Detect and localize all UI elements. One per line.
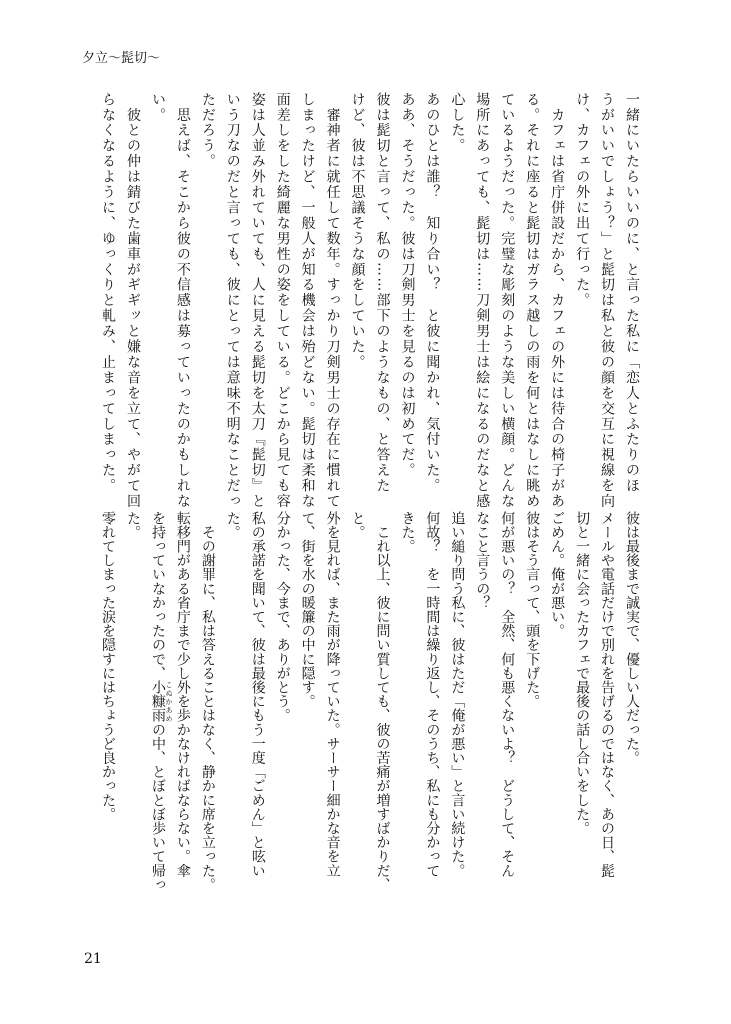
text-column: 彼は髭切と言って、私の……部下のようなもの、と答えた: [374, 92, 391, 494]
text-column: 審神者に就任して数年。すっかり刀剣男士の存在に慣れて: [324, 92, 341, 510]
text-column: た。: [224, 511, 241, 540]
text-column: 何故？ を一時間は繰り返し、そのうち、私にも分かって: [424, 511, 441, 878]
text-column: 彼との仲は錆びた歯車がギギッと嫌な音を立て、やがて回: [125, 92, 141, 510]
text-column: カフェは省庁併設だから、カフェの外には待合の椅子があ: [549, 92, 566, 510]
text-column: て、街を水の暖簾の中に隠す。: [299, 511, 316, 709]
text-column: 追い縋り問う私に、彼はただ「俺が悪い」と言い続けた。: [449, 511, 466, 878]
text-column: [150, 511, 173, 892]
text-column: あのひとは誰？ 知り合い？ と彼に聞かれ、気付いた。: [424, 92, 441, 494]
text-column: 彼はそう言って、頭を下げた。: [524, 511, 541, 709]
text-column: た。: [125, 511, 141, 540]
ruby-word: [149, 680, 173, 723]
text-column: ああ、そうだった。彼は刀剣男士を見るのは初めてだ。: [399, 92, 416, 479]
text-column: 心した。: [449, 92, 466, 154]
text-segment: を持っていなかったので、: [149, 511, 166, 681]
text-column: 彼は最後まで誠実で、優しい人だった。: [624, 511, 640, 765]
text-column: 転移門がある省庁まで少し外を歩かなければならない。傘: [174, 511, 191, 878]
text-column: 姿は人並み外れていても、人に見える髭切を太刀『髭切』と: [249, 92, 266, 510]
text-column: と。: [349, 511, 366, 540]
text-column: い。: [149, 92, 166, 123]
text-column: 場所にあっても、髭切は……刀剣男士は絵になるのだなと感: [474, 92, 491, 510]
text-column: 私の承諾を聞いて、彼は最後にもう一度「ごめん」と呟い: [249, 511, 266, 878]
text-column: る。それに座ると髭切はガラス越しの雨を何とはなしに眺め: [524, 92, 541, 510]
text-column: 一緒にいたらいいのに、と言った私に「恋人とふたりのほ: [624, 92, 640, 494]
running-header: 夕立～髭切～: [82, 51, 161, 66]
text-column: これ以上、彼に問い質しても、彼の苦痛が増すばかりだ、: [374, 511, 391, 892]
text-column: け、カフェの外に出て行った。: [574, 92, 591, 309]
text-column: 分かった、今まで、ありがとう。: [274, 511, 291, 723]
text-column: 何が悪いの？ 全然、何も悪くないよ？ どうして、そん: [499, 511, 516, 878]
text-column: けど、彼は不思議そうな顔をしていた。: [349, 92, 366, 371]
text-column: いう刀なのだと言っても、彼にとっては意味不明なことだっ: [224, 92, 241, 510]
text-column: 思えば、そこから彼の不信感は募っていったのかもしれな: [174, 92, 191, 510]
text-column: きた。: [399, 511, 416, 554]
text-column: 切と一緒に会ったカフェで最後の話し合いをした。: [574, 511, 591, 836]
text-segment: の中、とぼとぼ歩いて帰っ: [149, 722, 166, 892]
text-column: その謝罪に、私は答えることはなく、静かに席を立った。: [199, 511, 216, 892]
text-column: らなくなるように、ゆっくりと軋み、止まってしまった。: [100, 92, 117, 494]
text-column: うがいいでしょう？」と髭切は私と彼の顔を交互に視線を向: [599, 92, 616, 510]
text-column: 零れてしまった涙を隠すにはちょうど良かった。: [100, 511, 117, 822]
text-column: メールや電話だけで別れを告げるのではなく、あの日、髭: [599, 511, 616, 878]
text-column: 面差しをした綺麗な男性の姿をしている。どこから見ても容: [274, 92, 291, 510]
text-column: ごめん。俺が悪い。: [549, 511, 566, 638]
text-column: なこと言うの？: [474, 511, 491, 610]
page-number: 21: [84, 951, 102, 967]
text-column: しまったけど、一般人が知る機会は殆どない。髭切は柔和な: [299, 92, 316, 510]
text-column: ただろう。: [199, 92, 216, 170]
text-column: 外を見れば、また雨が降っていた。サーサー細かな音を立: [324, 511, 341, 878]
text-column: ているようだった。完璧な彫刻のような美しい横顔。どんな: [499, 92, 516, 510]
ruby-reading: こぬかあめ: [164, 680, 173, 723]
ruby-base: 小糠雨: [149, 680, 166, 723]
